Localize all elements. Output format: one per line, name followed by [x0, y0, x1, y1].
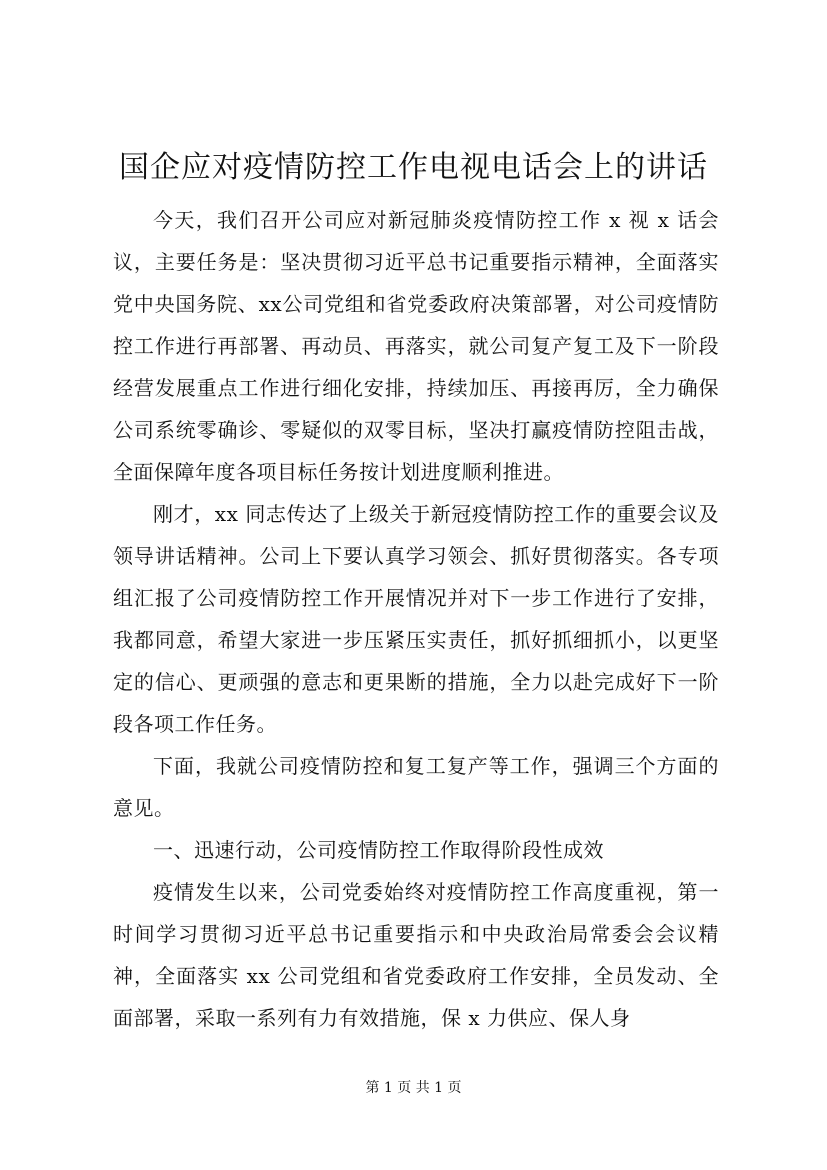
paragraph-2: 刚才，xx 同志传达了上级关于新冠疫情防控工作的重要会议及领导讲话精神。公司上下要认真学习领会、抓好贯彻落实。各专项组汇报了公司疫情防控工作开展情况并对下一步工作进行了安排，我都同意，希望大家进一步压紧压实责任，抓好抓细抓小，以更坚定的信心、更顽强的意志和更果断的措施，全力以赴完成好下一阶段各项工作任务。: [113, 502, 719, 736]
document-title: 国企应对疫情防控工作电视电话会上的讲话: [119, 150, 708, 185]
document-body: [113, 199, 719, 1039]
paragraph-3: 下面，我就公司疫情防控和复工复产等工作，强调三个方面的意见。: [113, 754, 719, 820]
section-heading-1: 一、迅速行动，公司疫情防控工作取得阶段性成效: [153, 838, 604, 862]
paragraph-4: 疫情发生以来，公司党委始终对疫情防控工作高度重视，第一时间学习贯彻习近平总书记重要指示和中央政治局常委会会议精神，全面落实 xx 公司党组和省党委政府工作安排，全员发动、全面部署，采取一系列有力有效措施，保 x 力供应、保人身: [113, 880, 719, 1030]
page-footer: 第 1 页 共 1 页: [365, 1080, 462, 1096]
paragraph-1: 今天，我们召开公司应对新冠肺炎疫情防控工作 x 视 x 话会议，主要任务是：坚决贯彻习近平总书记重要指示精神，全面落实党中央国务院、xx公司党组和省党委政府决策部署，对公司疫情防控工作进行再部署、再动员、再落实，就公司复产复工及下一阶段经营发展重点工作进行细化安排，持续加压、再接再厉，全力确保公司系统零确诊、零疑似的双零目标，坚决打赢疫情防控阻击战，全面保障年度各项目标任务按计划进度顺利推进。: [113, 208, 719, 484]
